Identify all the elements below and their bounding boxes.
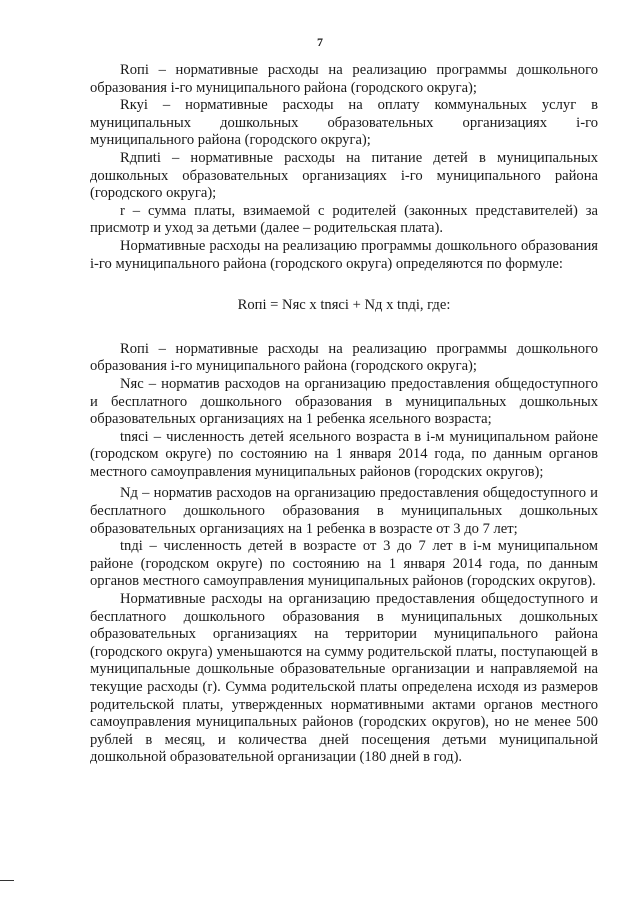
document-body bbox=[90, 62, 598, 767]
definition-item: Nд – норматив расходов на организацию предоставления общедоступного и бесплатного дошкольного образования в муниципальных дошкольных образовательных организациях на 1 ребенка в возрасте от 3 до 7 лет; bbox=[90, 485, 598, 537]
paragraph: Нормативные расходы на организацию предоставления общедоступного и бесплатного дошкольного образования в муниципальных дошкольных образовательных организациях на территории муниципального района (городского округа) уменьшаются на сумму родительской платы, поступающей в муниципальные дошкольные образовательные организации и направляемой на текущие расходы (r). Сумма родительской платы определена исходя из размеров родительской платы, утвержденных нормативными актами органов местного самоуправления муниципальных районов (городских округов), но не менее 500 рублей в месяц, и количества дней посещения детьми муниципальной дошкольной образовательной организации (180 дней в год). bbox=[90, 591, 598, 766]
page-number: 7 bbox=[317, 35, 323, 49]
paragraph: Rкуi – нормативные расходы на оплату коммунальных услуг в муниципальных дошкольных образовательных организациях i-го муниципального района (городского округа); bbox=[90, 97, 598, 149]
scan-edge-mark bbox=[0, 880, 14, 881]
paragraph: r – сумма платы, взимаемой с родителей (законных представителей) за присмотр и уход за детьми (далее – родительская плата). bbox=[90, 202, 598, 237]
paragraph: Rопi – нормативные расходы на реализацию программы дошкольного образования i-го муниципального района (городского округа); bbox=[90, 62, 598, 96]
definition-item: tnясi – численность детей ясельного возраста в i-м муниципальном районе (городском округе) по состоянию на 1 января 2014 года, по данным органов местного самоуправления муниципальных районов (городских округов); bbox=[90, 428, 598, 480]
formula: Rопi = Nяс x tnясi + Nд x tnдi, где: bbox=[237, 297, 451, 314]
paragraph: Rдпиti – нормативные расходы на питание детей в муниципальных дошкольных образовательных организациях i-го муниципального района (городского округа); bbox=[90, 149, 598, 202]
definition-item: Rопi – нормативные расходы на реализацию программы дошкольного образования i-го муниципального района (городского округа); bbox=[90, 340, 598, 375]
paragraph: Нормативные расходы на реализацию программы дошкольного образования i-го муниципального района (городского округа) определяются по формуле: bbox=[90, 237, 598, 272]
definition-item: Nяс – норматив расходов на организацию предоставления общедоступного и бесплатного дошкольного образования в муниципальных дошкольных образовательных организациях на 1 ребенка ясельного возраста; bbox=[90, 375, 598, 428]
definition-item: tnдi – численность детей в возрасте от 3 до 7 лет в i-м муниципальном районе (городском округе) по состоянию на 1 января 2014 года, по данным органов местного самоуправления муниципальных районов (городских округов). bbox=[90, 538, 598, 590]
